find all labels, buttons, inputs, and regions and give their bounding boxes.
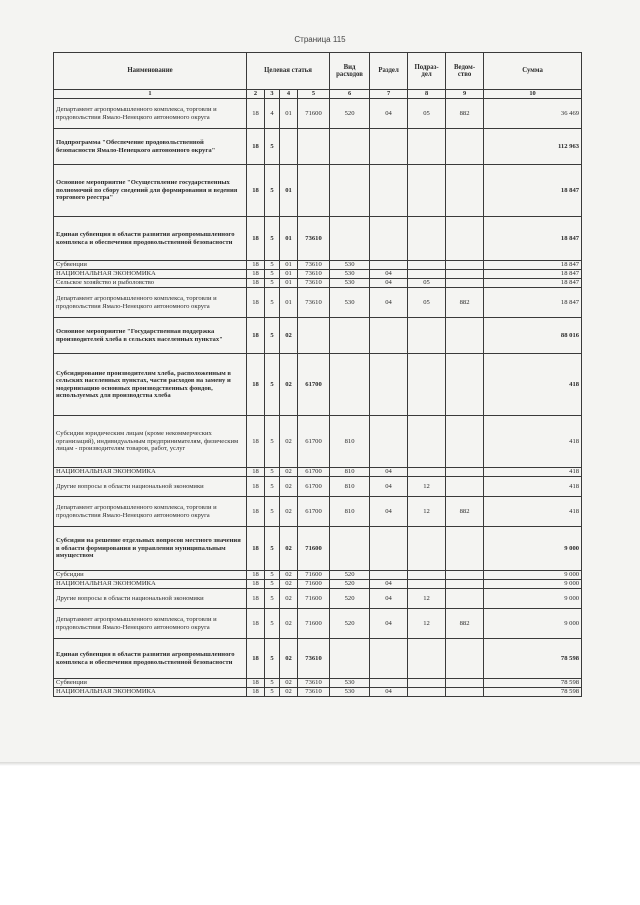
table-row (54, 527, 582, 571)
cell-department (446, 416, 484, 468)
cell-subprogram: 5 (265, 497, 280, 527)
cell-department: 882 (446, 99, 484, 129)
table-row (54, 580, 582, 589)
table-row (54, 477, 582, 497)
cell-measure (280, 129, 298, 165)
cell-program: 18 (247, 688, 265, 697)
cell-subsection: 05 (408, 288, 446, 318)
cell-department (446, 318, 484, 354)
cell-subsection (408, 527, 446, 571)
column-number: 2 (247, 90, 265, 99)
cell-expense-type: 530 (330, 279, 370, 288)
cell-measure: 02 (280, 416, 298, 468)
cell-department (446, 279, 484, 288)
cell-program: 18 (247, 354, 265, 416)
col-header-department: Ведом-ство (446, 53, 484, 90)
cell-subsection: 05 (408, 279, 446, 288)
cell-program: 18 (247, 580, 265, 589)
cell-department (446, 217, 484, 261)
cell-direction: 61700 (298, 497, 330, 527)
cell-amount: 418 (484, 497, 582, 527)
cell-subprogram: 5 (265, 416, 280, 468)
cell-measure: 02 (280, 589, 298, 609)
cell-section: 04 (370, 589, 408, 609)
cell-subsection (408, 217, 446, 261)
cell-measure: 02 (280, 571, 298, 580)
cell-expense-type: 530 (330, 688, 370, 697)
cell-expense-type (330, 165, 370, 217)
cell-direction: 73610 (298, 217, 330, 261)
cell-program: 18 (247, 288, 265, 318)
cell-expense-type: 520 (330, 589, 370, 609)
cell-section (370, 261, 408, 270)
cell-subprogram: 5 (265, 468, 280, 477)
cell-direction: 73610 (298, 261, 330, 270)
table-row (54, 129, 582, 165)
cell-amount: 18 847 (484, 165, 582, 217)
cell-measure: 02 (280, 468, 298, 477)
cell-subsection (408, 639, 446, 679)
table-row (54, 639, 582, 679)
cell-amount: 88 016 (484, 318, 582, 354)
cell-section: 04 (370, 279, 408, 288)
cell-subsection (408, 354, 446, 416)
cell-amount: 78 598 (484, 639, 582, 679)
table-row (54, 261, 582, 270)
cell-amount: 9 000 (484, 571, 582, 580)
cell-measure: 02 (280, 609, 298, 639)
cell-subprogram: 5 (265, 477, 280, 497)
cell-direction: 61700 (298, 468, 330, 477)
cell-measure: 02 (280, 497, 298, 527)
cell-direction: 73610 (298, 688, 330, 697)
cell-subprogram: 5 (265, 609, 280, 639)
cell-measure: 02 (280, 688, 298, 697)
column-number: 9 (446, 90, 484, 99)
cell-subprogram: 5 (265, 679, 280, 688)
cell-subsection (408, 571, 446, 580)
cell-program: 18 (247, 497, 265, 527)
cell-subsection (408, 261, 446, 270)
table-row (54, 416, 582, 468)
cell-amount: 36 469 (484, 99, 582, 129)
cell-direction: 73610 (298, 679, 330, 688)
column-number: 4 (280, 90, 298, 99)
cell-expense-type (330, 354, 370, 416)
cell-name: Другие вопросы в области национальной экономики (54, 477, 247, 497)
table-row (54, 217, 582, 261)
cell-department (446, 261, 484, 270)
table-row (54, 288, 582, 318)
cell-name: Основное мероприятие "Осуществление государственных полномочий по сбору сведений для формирования и ведения торгового реестра" (54, 165, 247, 217)
cell-program: 18 (247, 165, 265, 217)
col-header-amount: Сумма (484, 53, 582, 90)
cell-direction: 71600 (298, 527, 330, 571)
cell-name: НАЦИОНАЛЬНАЯ ЭКОНОМИКА (54, 688, 247, 697)
cell-measure: 02 (280, 679, 298, 688)
cell-section: 04 (370, 580, 408, 589)
cell-name: Сельское хозяйство и рыболовство (54, 279, 247, 288)
cell-program: 18 (247, 679, 265, 688)
cell-subsection: 12 (408, 497, 446, 527)
cell-expense-type (330, 129, 370, 165)
cell-amount: 9 000 (484, 589, 582, 609)
cell-section (370, 679, 408, 688)
cell-section (370, 217, 408, 261)
cell-direction (298, 165, 330, 217)
cell-expense-type: 530 (330, 270, 370, 279)
cell-name: Департамент агропромышленного комплекса, торговли и продовольствия Ямало-Ненецкого автономного округа (54, 288, 247, 318)
cell-program: 18 (247, 571, 265, 580)
cell-subsection (408, 165, 446, 217)
cell-department (446, 688, 484, 697)
cell-section (370, 129, 408, 165)
page-edge (0, 762, 640, 766)
cell-name: Другие вопросы в области национальной экономики (54, 589, 247, 609)
table-row (54, 571, 582, 580)
column-number: 6 (330, 90, 370, 99)
cell-section (370, 527, 408, 571)
cell-subprogram: 5 (265, 571, 280, 580)
cell-subprogram: 5 (265, 589, 280, 609)
cell-section: 04 (370, 288, 408, 318)
cell-direction: 73610 (298, 270, 330, 279)
cell-subprogram: 5 (265, 129, 280, 165)
cell-amount: 112 963 (484, 129, 582, 165)
table-row (54, 279, 582, 288)
cell-name: Субвенции (54, 261, 247, 270)
cell-subsection (408, 468, 446, 477)
cell-subsection: 12 (408, 477, 446, 497)
cell-expense-type: 530 (330, 288, 370, 318)
cell-amount: 18 847 (484, 217, 582, 261)
cell-department: 882 (446, 288, 484, 318)
cell-program: 18 (247, 217, 265, 261)
cell-department: 882 (446, 609, 484, 639)
cell-subprogram: 4 (265, 99, 280, 129)
cell-measure: 02 (280, 527, 298, 571)
cell-name: Основное мероприятие "Государственная поддержка производителей хлеба в сельских населенных пунктах" (54, 318, 247, 354)
cell-expense-type (330, 527, 370, 571)
cell-subsection: 05 (408, 99, 446, 129)
cell-section (370, 571, 408, 580)
column-number: 1 (54, 90, 247, 99)
cell-department (446, 589, 484, 609)
cell-expense-type: 520 (330, 580, 370, 589)
cell-name: НАЦИОНАЛЬНАЯ ЭКОНОМИКА (54, 580, 247, 589)
cell-subprogram: 5 (265, 288, 280, 318)
cell-section: 04 (370, 99, 408, 129)
table-row (54, 688, 582, 697)
cell-direction: 71600 (298, 609, 330, 639)
cell-department (446, 354, 484, 416)
cell-section (370, 639, 408, 679)
table-header-row (54, 53, 582, 90)
cell-department (446, 468, 484, 477)
column-number-row (54, 90, 582, 99)
cell-amount: 9 000 (484, 527, 582, 571)
column-number: 7 (370, 90, 408, 99)
cell-direction: 73610 (298, 279, 330, 288)
cell-amount: 418 (484, 416, 582, 468)
cell-direction (298, 318, 330, 354)
cell-name: Субсидирование производителям хлеба, расположенным в сельских населенных пунктах, части расходов на замену и модернизацию основных производственных фондов, используемых для производства хлеба (54, 354, 247, 416)
cell-department (446, 527, 484, 571)
cell-amount: 78 598 (484, 679, 582, 688)
cell-subsection (408, 580, 446, 589)
cell-amount: 9 000 (484, 609, 582, 639)
col-header-subsection: Подраз-дел (408, 53, 446, 90)
cell-amount: 18 847 (484, 261, 582, 270)
cell-measure: 01 (280, 288, 298, 318)
cell-section (370, 416, 408, 468)
cell-expense-type: 520 (330, 99, 370, 129)
cell-name: Департамент агропромышленного комплекса, торговли и продовольствия Ямало-Ненецкого автономного округа (54, 609, 247, 639)
table-row (54, 99, 582, 129)
cell-direction (298, 129, 330, 165)
cell-name: НАЦИОНАЛЬНАЯ ЭКОНОМИКА (54, 468, 247, 477)
col-header-target-article: Целевая статья (247, 53, 330, 90)
column-number: 3 (265, 90, 280, 99)
cell-measure: 01 (280, 279, 298, 288)
table-row (54, 589, 582, 609)
cell-expense-type: 810 (330, 497, 370, 527)
cell-amount: 9 000 (484, 580, 582, 589)
cell-direction: 71600 (298, 571, 330, 580)
cell-direction: 61700 (298, 354, 330, 416)
cell-measure: 01 (280, 270, 298, 279)
table-row (54, 270, 582, 279)
cell-department (446, 270, 484, 279)
cell-direction: 73610 (298, 639, 330, 679)
cell-section: 04 (370, 468, 408, 477)
cell-measure: 01 (280, 261, 298, 270)
cell-measure: 01 (280, 165, 298, 217)
cell-program: 18 (247, 609, 265, 639)
cell-measure: 02 (280, 639, 298, 679)
table-row (54, 468, 582, 477)
cell-section: 04 (370, 270, 408, 279)
cell-subsection: 12 (408, 609, 446, 639)
cell-department (446, 571, 484, 580)
budget-table (53, 52, 582, 697)
cell-program: 18 (247, 639, 265, 679)
column-number: 5 (298, 90, 330, 99)
cell-measure: 02 (280, 318, 298, 354)
cell-subprogram: 5 (265, 527, 280, 571)
cell-expense-type: 810 (330, 416, 370, 468)
cell-section: 04 (370, 609, 408, 639)
table-body (54, 99, 582, 697)
col-header-name: Наименование (54, 53, 247, 90)
cell-department: 882 (446, 497, 484, 527)
cell-direction: 61700 (298, 477, 330, 497)
cell-program: 18 (247, 477, 265, 497)
cell-program: 18 (247, 270, 265, 279)
cell-department (446, 580, 484, 589)
cell-amount: 418 (484, 468, 582, 477)
table-row (54, 679, 582, 688)
cell-expense-type (330, 217, 370, 261)
cell-section: 04 (370, 688, 408, 697)
cell-section: 04 (370, 497, 408, 527)
cell-name: НАЦИОНАЛЬНАЯ ЭКОНОМИКА (54, 270, 247, 279)
cell-subsection (408, 270, 446, 279)
table-row (54, 165, 582, 217)
cell-name: Субвенции (54, 679, 247, 688)
page-header: Страница 115 (294, 35, 346, 44)
cell-subsection (408, 129, 446, 165)
cell-direction: 71600 (298, 580, 330, 589)
cell-amount: 418 (484, 354, 582, 416)
cell-expense-type: 810 (330, 477, 370, 497)
cell-department (446, 477, 484, 497)
cell-expense-type: 530 (330, 261, 370, 270)
cell-department (446, 679, 484, 688)
cell-expense-type: 520 (330, 571, 370, 580)
cell-subprogram: 5 (265, 279, 280, 288)
cell-name: Субсидии (54, 571, 247, 580)
cell-program: 18 (247, 99, 265, 129)
cell-subprogram: 5 (265, 217, 280, 261)
cell-direction: 71600 (298, 99, 330, 129)
cell-program: 18 (247, 589, 265, 609)
cell-measure: 02 (280, 580, 298, 589)
cell-expense-type (330, 639, 370, 679)
cell-department (446, 165, 484, 217)
cell-direction: 71600 (298, 589, 330, 609)
table-row (54, 609, 582, 639)
cell-subprogram: 5 (265, 261, 280, 270)
cell-expense-type: 530 (330, 679, 370, 688)
column-number: 10 (484, 90, 582, 99)
cell-direction: 73610 (298, 288, 330, 318)
cell-program: 18 (247, 318, 265, 354)
cell-subprogram: 5 (265, 688, 280, 697)
cell-subprogram: 5 (265, 318, 280, 354)
cell-department (446, 129, 484, 165)
cell-subprogram: 5 (265, 639, 280, 679)
cell-subsection (408, 416, 446, 468)
cell-program: 18 (247, 468, 265, 477)
cell-direction: 61700 (298, 416, 330, 468)
cell-amount: 418 (484, 477, 582, 497)
cell-subprogram: 5 (265, 354, 280, 416)
table-row (54, 318, 582, 354)
cell-name: Департамент агропромышленного комплекса, торговли и продовольствия Ямало-Ненецкого автономного округа (54, 497, 247, 527)
cell-measure: 01 (280, 99, 298, 129)
cell-name: Департамент агропромышленного комплекса, торговли и продовольствия Ямало-Ненецкого автономного округа (54, 99, 247, 129)
cell-subsection (408, 679, 446, 688)
cell-name: Субсидии на решение отдельных вопросов местного значения в области формирования и управления муниципальным имуществом (54, 527, 247, 571)
cell-subsection: 12 (408, 589, 446, 609)
cell-subsection (408, 318, 446, 354)
cell-program: 18 (247, 416, 265, 468)
cell-department (446, 639, 484, 679)
cell-program: 18 (247, 261, 265, 270)
cell-measure: 01 (280, 217, 298, 261)
cell-expense-type: 520 (330, 609, 370, 639)
table-row (54, 354, 582, 416)
cell-amount: 18 847 (484, 279, 582, 288)
cell-section: 04 (370, 477, 408, 497)
cell-amount: 18 847 (484, 270, 582, 279)
cell-measure: 02 (280, 477, 298, 497)
cell-program: 18 (247, 129, 265, 165)
cell-program: 18 (247, 527, 265, 571)
cell-name: Субсидии юридическим лицам (кроме некоммерческих организаций), индивидуальным предпринимателям, физическим лицам - производителям товаров, работ, услуг (54, 416, 247, 468)
column-number: 8 (408, 90, 446, 99)
cell-subsection (408, 688, 446, 697)
cell-name: Единая субвенция в области развития агропромышленного комплекса и обеспечения продовольственной безопасности (54, 217, 247, 261)
cell-section (370, 165, 408, 217)
cell-subprogram: 5 (265, 580, 280, 589)
col-header-section: Раздел (370, 53, 408, 90)
cell-subprogram: 5 (265, 165, 280, 217)
cell-expense-type (330, 318, 370, 354)
cell-section (370, 354, 408, 416)
cell-name: Подпрограмма "Обеспечение продовольственной безопасности Ямало-Ненецкого автономного округа" (54, 129, 247, 165)
cell-program: 18 (247, 279, 265, 288)
table-row (54, 497, 582, 527)
col-header-expense-type: Вид расходов (330, 53, 370, 90)
cell-section (370, 318, 408, 354)
cell-amount: 18 847 (484, 288, 582, 318)
cell-amount: 78 598 (484, 688, 582, 697)
cell-expense-type: 810 (330, 468, 370, 477)
cell-subprogram: 5 (265, 270, 280, 279)
cell-measure: 02 (280, 354, 298, 416)
cell-name: Единая субвенция в области развития агропромышленного комплекса и обеспечения продовольственной безопасности (54, 639, 247, 679)
